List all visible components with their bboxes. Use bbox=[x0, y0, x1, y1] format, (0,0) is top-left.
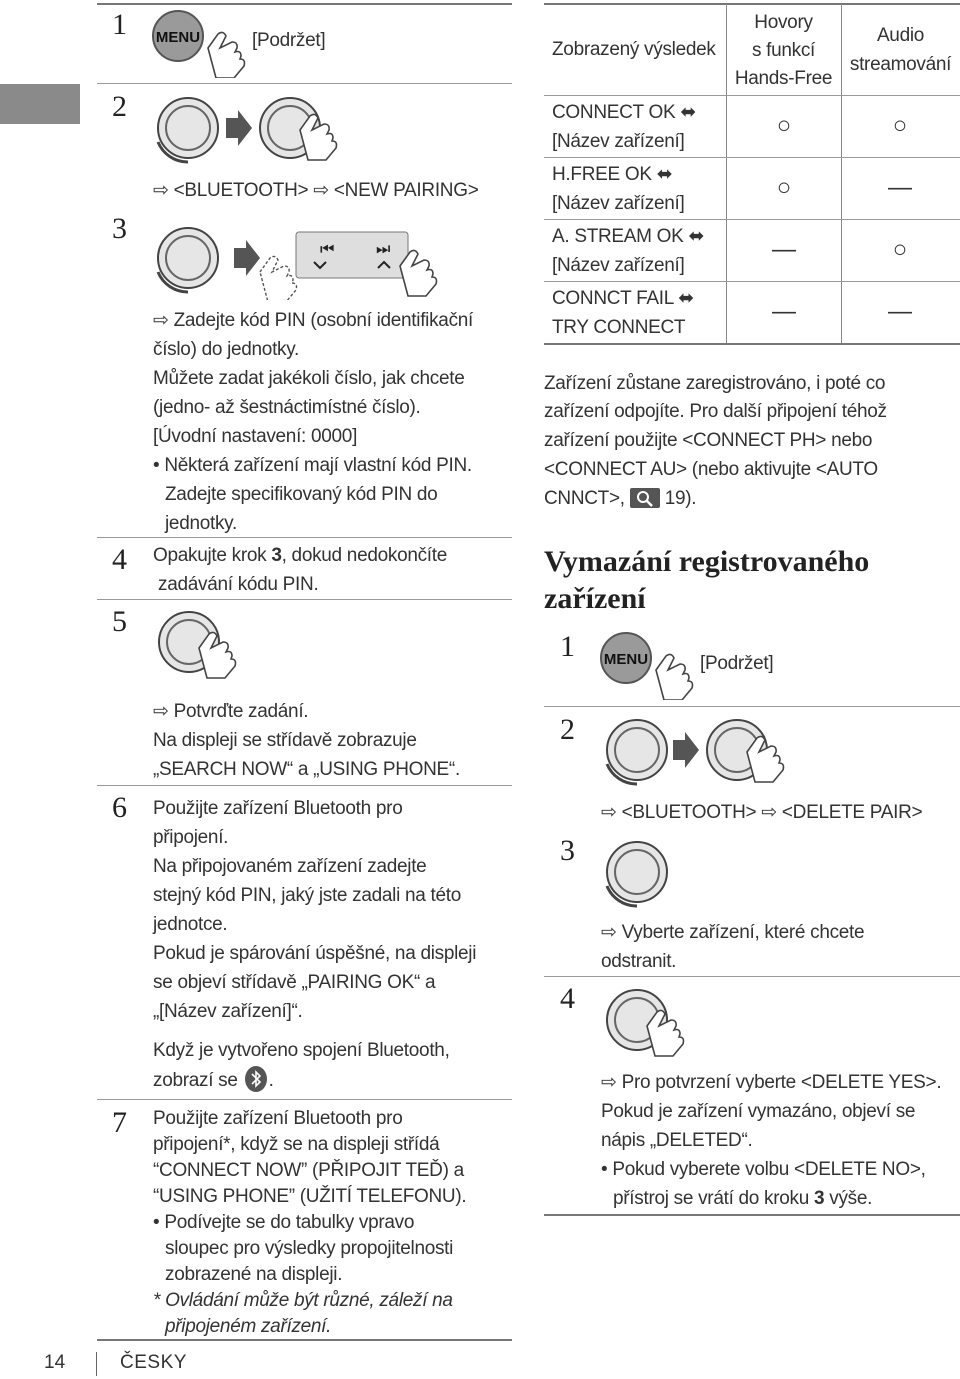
page-number: 14 bbox=[44, 1352, 66, 1373]
table-cell-result: [Název zařízení] bbox=[552, 131, 685, 152]
divider bbox=[97, 83, 512, 84]
instruction-text: “USING PHONE” (UŽITÍ TELEFONU). bbox=[153, 1186, 467, 1207]
step-number: 3 bbox=[112, 212, 127, 245]
instruction-text: připojení. bbox=[153, 827, 229, 848]
menu-item-bluetooth: <BLUETOOTH> bbox=[173, 180, 309, 201]
svg-text:⏮: ⏮ bbox=[320, 241, 335, 258]
table-header-handsfree: Hovory bbox=[754, 12, 813, 33]
step-number: 6 bbox=[112, 791, 127, 824]
footnote: připojeném zařízení. bbox=[165, 1316, 332, 1337]
arrow-right-icon: ⇨ bbox=[601, 802, 617, 823]
menu-button-icon bbox=[150, 8, 260, 78]
instruction-text: Pokud je spárování úspěšné, na displeji bbox=[153, 943, 477, 964]
table-header-audio: streamování bbox=[849, 54, 952, 75]
bidirectional-arrow-icon: ⬌ bbox=[688, 226, 705, 247]
instruction-text: ⇨ Vyberte zařízení, které chcete bbox=[601, 922, 865, 943]
paragraph-text: <CONNECT AU> (nebo aktivujte <AUTO bbox=[544, 459, 878, 480]
bullet-icon: • bbox=[153, 1212, 165, 1233]
arrow-right-icon: ⇨ bbox=[313, 180, 329, 201]
volume-knob-press-and-turn-icon bbox=[597, 712, 797, 788]
table-cell-audio: ○ bbox=[892, 112, 908, 139]
section-tab-marker bbox=[0, 84, 80, 124]
bullet-text: • Některá zařízení mají vlastní kód PIN. bbox=[153, 455, 472, 476]
bullet-text: sloupec pro výsledky propojitelnosti bbox=[165, 1238, 454, 1259]
divider bbox=[544, 976, 960, 977]
instruction-text: (jedno- až šestnáctimístné číslo). bbox=[153, 397, 421, 418]
divider bbox=[97, 599, 512, 600]
svg-text:MENU: MENU bbox=[603, 651, 649, 668]
instruction-text: číslo) do jednotky. bbox=[153, 339, 300, 360]
instruction-text: se objeví střídavě „PAIRING OK“ a bbox=[153, 972, 436, 993]
divider bbox=[97, 1099, 512, 1100]
paragraph-text: zařízení použijte <CONNECT PH> nebo bbox=[544, 430, 873, 451]
bidirectional-arrow-icon: ⬌ bbox=[656, 164, 673, 185]
divider bbox=[97, 3, 512, 5]
divider bbox=[97, 537, 512, 538]
table-cell-result: CONNECT OK ⬌ bbox=[552, 102, 696, 123]
bullet-text: • Podívejte se do tabulky vpravo bbox=[153, 1212, 415, 1233]
table-cell-handsfree: — bbox=[772, 236, 796, 263]
arrow-right-icon: ⇨ bbox=[601, 922, 622, 943]
table-cell-result: CONNCT FAIL ⬌ bbox=[552, 288, 694, 309]
instruction-text: Můžete zadat jakékoli číslo, jak chcete bbox=[153, 368, 465, 389]
table-cell-audio: — bbox=[888, 298, 912, 325]
bullet-text: zobrazené na displeji. bbox=[165, 1264, 343, 1285]
table-header-handsfree: s funkcí bbox=[751, 40, 816, 61]
paragraph-text: Zařízení zůstane zaregistrováno, i poté co bbox=[544, 373, 886, 394]
step-number: 2 bbox=[560, 713, 575, 746]
divider bbox=[544, 706, 960, 707]
bidirectional-arrow-icon: ⬌ bbox=[678, 288, 694, 309]
step-number: 2 bbox=[112, 90, 127, 123]
footnote: * Ovládání může být různé, záleží na bbox=[153, 1290, 453, 1311]
instruction-text: [Úvodní nastavení: 0000] bbox=[153, 426, 358, 447]
svg-text:MENU: MENU bbox=[155, 29, 201, 46]
table-header-handsfree: Hands-Free bbox=[734, 68, 833, 89]
instruction-text: zobrazí se . bbox=[153, 1065, 274, 1095]
bullet-text: Zadejte specifikovaný kód PIN do bbox=[165, 484, 438, 505]
knob-press-icon bbox=[155, 608, 265, 684]
instruction-text: Pokud je zařízení vymazáno, objeví se bbox=[601, 1101, 916, 1122]
table-row-divider bbox=[544, 281, 960, 282]
instruction-text: Použijte zařízení Bluetooth pro bbox=[153, 1108, 403, 1129]
divider bbox=[97, 785, 512, 786]
instruction-text: nápis „DELETED“. bbox=[601, 1130, 753, 1151]
table-header-result: Zobrazený výsledek bbox=[552, 39, 716, 60]
instruction-text: stejný kód PIN, jaký jste zadali na této bbox=[153, 885, 461, 906]
table-cell-handsfree: ○ bbox=[776, 112, 792, 139]
table-cell-audio: — bbox=[888, 174, 912, 201]
arrow-right-icon: ⇨ bbox=[601, 1072, 622, 1093]
step-number: 7 bbox=[112, 1106, 127, 1139]
menu-path bbox=[601, 798, 922, 827]
menu-button-icon bbox=[598, 630, 708, 700]
menu-item-delete-pair: <DELETE PAIR> bbox=[781, 802, 923, 823]
bullet-text: přístroj se vrátí do kroku 3 výše. bbox=[613, 1188, 873, 1209]
instruction-text: jednotce. bbox=[153, 914, 228, 935]
instruction-text: Na displeji se střídavě zobrazuje bbox=[153, 730, 417, 751]
table-cell-audio: ○ bbox=[892, 236, 908, 263]
bullet-icon: • bbox=[601, 1159, 613, 1180]
paragraph-text: zařízení odpojíte. Pro další připojení téhož bbox=[544, 401, 887, 422]
arrow-right-icon: ⇨ bbox=[153, 701, 174, 722]
language-label: ČESKY bbox=[120, 1352, 187, 1373]
instruction-text: ⇨ Pro potvrzení vyberte <DELETE YES>. bbox=[601, 1072, 942, 1093]
bluetooth-icon bbox=[243, 1065, 269, 1093]
arrow-right-icon: ⇨ bbox=[153, 180, 169, 201]
step-number: 4 bbox=[112, 543, 127, 576]
instruction-text: odstranit. bbox=[601, 951, 677, 972]
divider bbox=[97, 1339, 512, 1341]
step-number: 4 bbox=[560, 982, 575, 1015]
table-row-divider bbox=[544, 157, 960, 158]
divider bbox=[544, 1214, 960, 1216]
hold-label: [Podržet] bbox=[700, 653, 774, 674]
table-top-border bbox=[544, 3, 960, 5]
menu-item-bluetooth: <BLUETOOTH> bbox=[621, 802, 757, 823]
instruction-text: připojení*, když se na displeji střídá bbox=[153, 1134, 440, 1155]
hold-label: [Podržet] bbox=[252, 30, 326, 51]
table-header-audio: Audio bbox=[876, 25, 925, 46]
instruction-text: Opakujte krok 3, dokud nedokončíte bbox=[153, 545, 448, 566]
table-bottom-border bbox=[544, 343, 960, 345]
volume-knob-turn-icon bbox=[597, 836, 707, 912]
knob-and-skip-buttons-icon bbox=[150, 220, 460, 300]
instruction-text: „SEARCH NOW“ a „USING PHONE“. bbox=[153, 759, 460, 780]
instruction-text: Když je vytvořeno spojení Bluetooth, bbox=[153, 1040, 450, 1061]
svg-text:⏭: ⏭ bbox=[376, 241, 391, 258]
instruction-text: zadávání kódu PIN. bbox=[158, 574, 319, 595]
knob-press-icon bbox=[597, 984, 707, 1060]
instruction-text: “CONNECT NOW” (PŘIPOJIT TEĎ) a bbox=[153, 1160, 464, 1181]
table-row-divider bbox=[544, 219, 960, 220]
table-cell-handsfree: ○ bbox=[776, 174, 792, 201]
bidirectional-arrow-icon: ⬌ bbox=[680, 102, 696, 123]
table-cell-result: A. STREAM OK ⬌ bbox=[552, 226, 705, 247]
step-number: 1 bbox=[560, 630, 575, 663]
table-cell-result: [Název zařízení] bbox=[552, 193, 685, 214]
instruction-text: ⇨ Zadejte kód PIN (osobní identifikační bbox=[153, 310, 474, 331]
menu-path bbox=[153, 176, 479, 205]
instruction-text: „[Název zařízení]“. bbox=[153, 1001, 303, 1022]
menu-item-new-pairing: <NEW PAIRING> bbox=[333, 180, 479, 201]
step-number: 3 bbox=[560, 834, 575, 867]
bullet-text: jednotky. bbox=[165, 513, 237, 534]
instruction-text: Na připojovaném zařízení zadejte bbox=[153, 856, 427, 877]
bullet-icon: • bbox=[153, 455, 165, 476]
section-heading: zařízení bbox=[544, 582, 646, 615]
volume-knob-press-and-turn-icon bbox=[150, 92, 350, 164]
arrow-right-icon: ⇨ bbox=[153, 310, 174, 331]
table-cell-result: TRY CONNECT bbox=[552, 317, 686, 338]
table-cell-result: H.FREE OK ⬌ bbox=[552, 164, 673, 185]
instruction-text: Použijte zařízení Bluetooth pro bbox=[153, 798, 403, 819]
arrow-right-icon: ⇨ bbox=[761, 802, 777, 823]
table-row-divider bbox=[544, 95, 960, 96]
instruction-text: ⇨ Potvrďte zadání. bbox=[153, 701, 309, 722]
step-number: 1 bbox=[112, 8, 127, 41]
table-cell-handsfree: — bbox=[772, 298, 796, 325]
paragraph-text: CNNCT>, 19). bbox=[544, 488, 697, 509]
step-number: 5 bbox=[112, 605, 127, 638]
footer-separator bbox=[96, 1352, 97, 1376]
bullet-text: • Pokud vyberete volbu <DELETE NO>, bbox=[601, 1159, 926, 1180]
table-cell-result: [Název zařízení] bbox=[552, 255, 685, 276]
magnifier-reference-icon bbox=[630, 487, 660, 509]
section-heading: Vymazání registrovaného bbox=[544, 545, 870, 578]
